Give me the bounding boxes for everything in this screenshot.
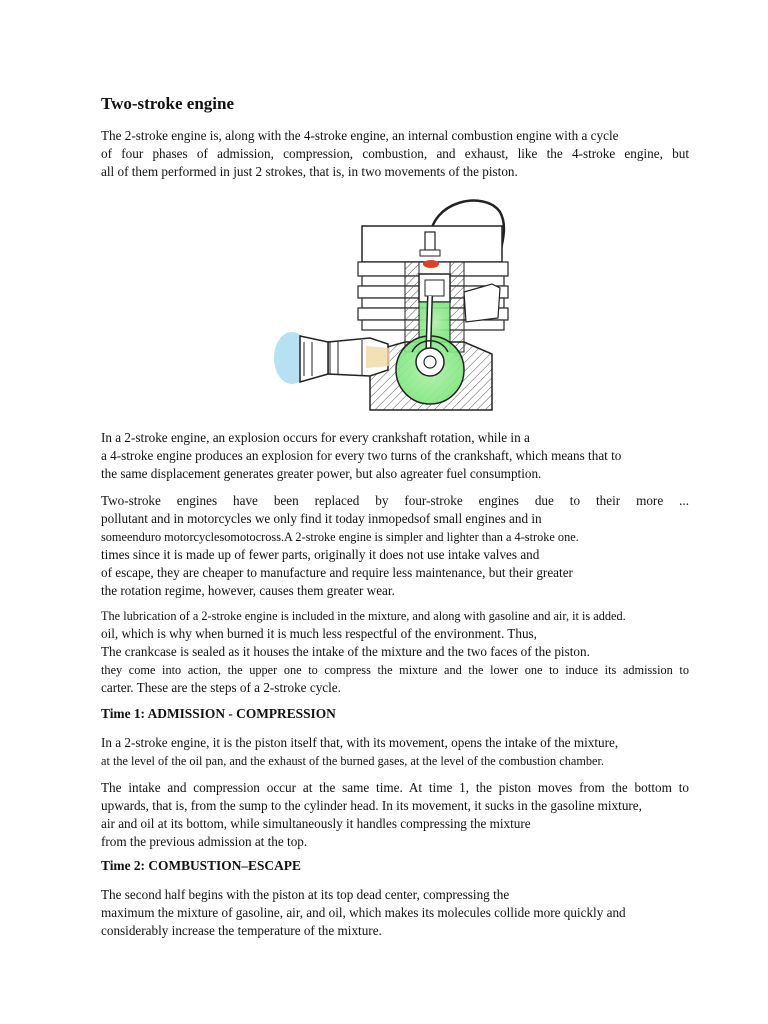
text-line: The 2-stroke engine is, along with the 4-stroke engine, an internal combustion engine with a cycle bbox=[101, 128, 619, 143]
time1-heading: Time 1: ADMISSION - COMPRESSION bbox=[101, 706, 336, 721]
text-line: Two-stroke engines have been replaced by four-stroke engines due to their more ... bbox=[101, 493, 689, 508]
text-line: The crankcase is sealed as it houses the intake of the mixture and the two faces of the piston. bbox=[101, 644, 590, 659]
text-line: of escape, they are cheaper to manufacture and require less maintenance, but their greater bbox=[101, 565, 573, 580]
lubrication-paragraph bbox=[101, 607, 689, 697]
text-line: of four phases of admission, compression, combustion, and exhaust, like the 4-stroke engine, but bbox=[101, 146, 689, 161]
text-line: someenduro motorcyclesomotocross.A 2-stroke engine is simpler and lighter than a 4-stroke one. bbox=[101, 530, 579, 544]
text-line: considerably increase the temperature of the mixture. bbox=[101, 923, 382, 938]
text-line: upwards, that is, from the sump to the cylinder head. In its movement, it sucks in the gasoline mixture, bbox=[101, 798, 642, 813]
text-line: In a 2-stroke engine, it is the piston itself that, with its movement, opens the intake of the mixture, bbox=[101, 735, 619, 750]
text-line: they come into action, the upper one to compress the mixture and the lower one to induce its admission to bbox=[101, 663, 689, 677]
intake-compression-paragraph bbox=[101, 779, 689, 851]
text-line: In a 2-stroke engine, an explosion occurs for every crankshaft rotation, while in a bbox=[101, 430, 530, 445]
intro-paragraph bbox=[101, 127, 689, 181]
spark-icon bbox=[423, 260, 439, 268]
text-line: a 4-stroke engine produces an explosion for every two turns of the crankshaft, which means that to bbox=[101, 448, 622, 463]
text-line: at the level of the oil pan, and the exhaust of the burned gases, at the level of the combustion chamber. bbox=[101, 754, 604, 768]
replacement-paragraph bbox=[101, 492, 689, 600]
page-title: Two-stroke engine bbox=[101, 94, 235, 113]
text-line: carter. These are the steps of a 2-stroke cycle. bbox=[101, 680, 341, 695]
engine-diagram bbox=[270, 192, 510, 416]
piston-intake-paragraph bbox=[101, 734, 689, 770]
text-line: The lubrication of a 2-stroke engine is included in the mixture, and along with gasoline and air, it is added. bbox=[101, 609, 626, 623]
combustion-paragraph bbox=[101, 886, 689, 940]
text-line: times since it is made up of fewer parts, originally it does not use intake valves and bbox=[101, 547, 540, 562]
text-line: The intake and compression occur at the same time. At time 1, the piston moves from the bottom to bbox=[101, 780, 689, 795]
text-line: pollutant and in motorcycles we only find it today inmopedsof small engines and in bbox=[101, 511, 542, 526]
text-line: the rotation regime, however, causes them greater wear. bbox=[101, 583, 395, 598]
explosion-paragraph bbox=[101, 429, 689, 483]
time2-heading: Time 2: COMBUSTION–ESCAPE bbox=[101, 858, 301, 873]
text-line: The second half begins with the piston at its top dead center, compressing the bbox=[101, 887, 510, 902]
text-line: air and oil at its bottom, while simultaneously it handles compressing the mixture bbox=[101, 816, 531, 831]
text-line: the same displacement generates greater power, but also agreater fuel consumption. bbox=[101, 466, 542, 481]
text-line: oil, which is why when burned it is much less respectful of the environment. Thus, bbox=[101, 626, 537, 641]
text-line: maximum the mixture of gasoline, air, and oil, which makes its molecules collide more quickly and bbox=[101, 905, 626, 920]
text-line: all of them performed in just 2 strokes, that is, in two movements of the piston. bbox=[101, 164, 518, 179]
text-line: from the previous admission at the top. bbox=[101, 834, 308, 849]
